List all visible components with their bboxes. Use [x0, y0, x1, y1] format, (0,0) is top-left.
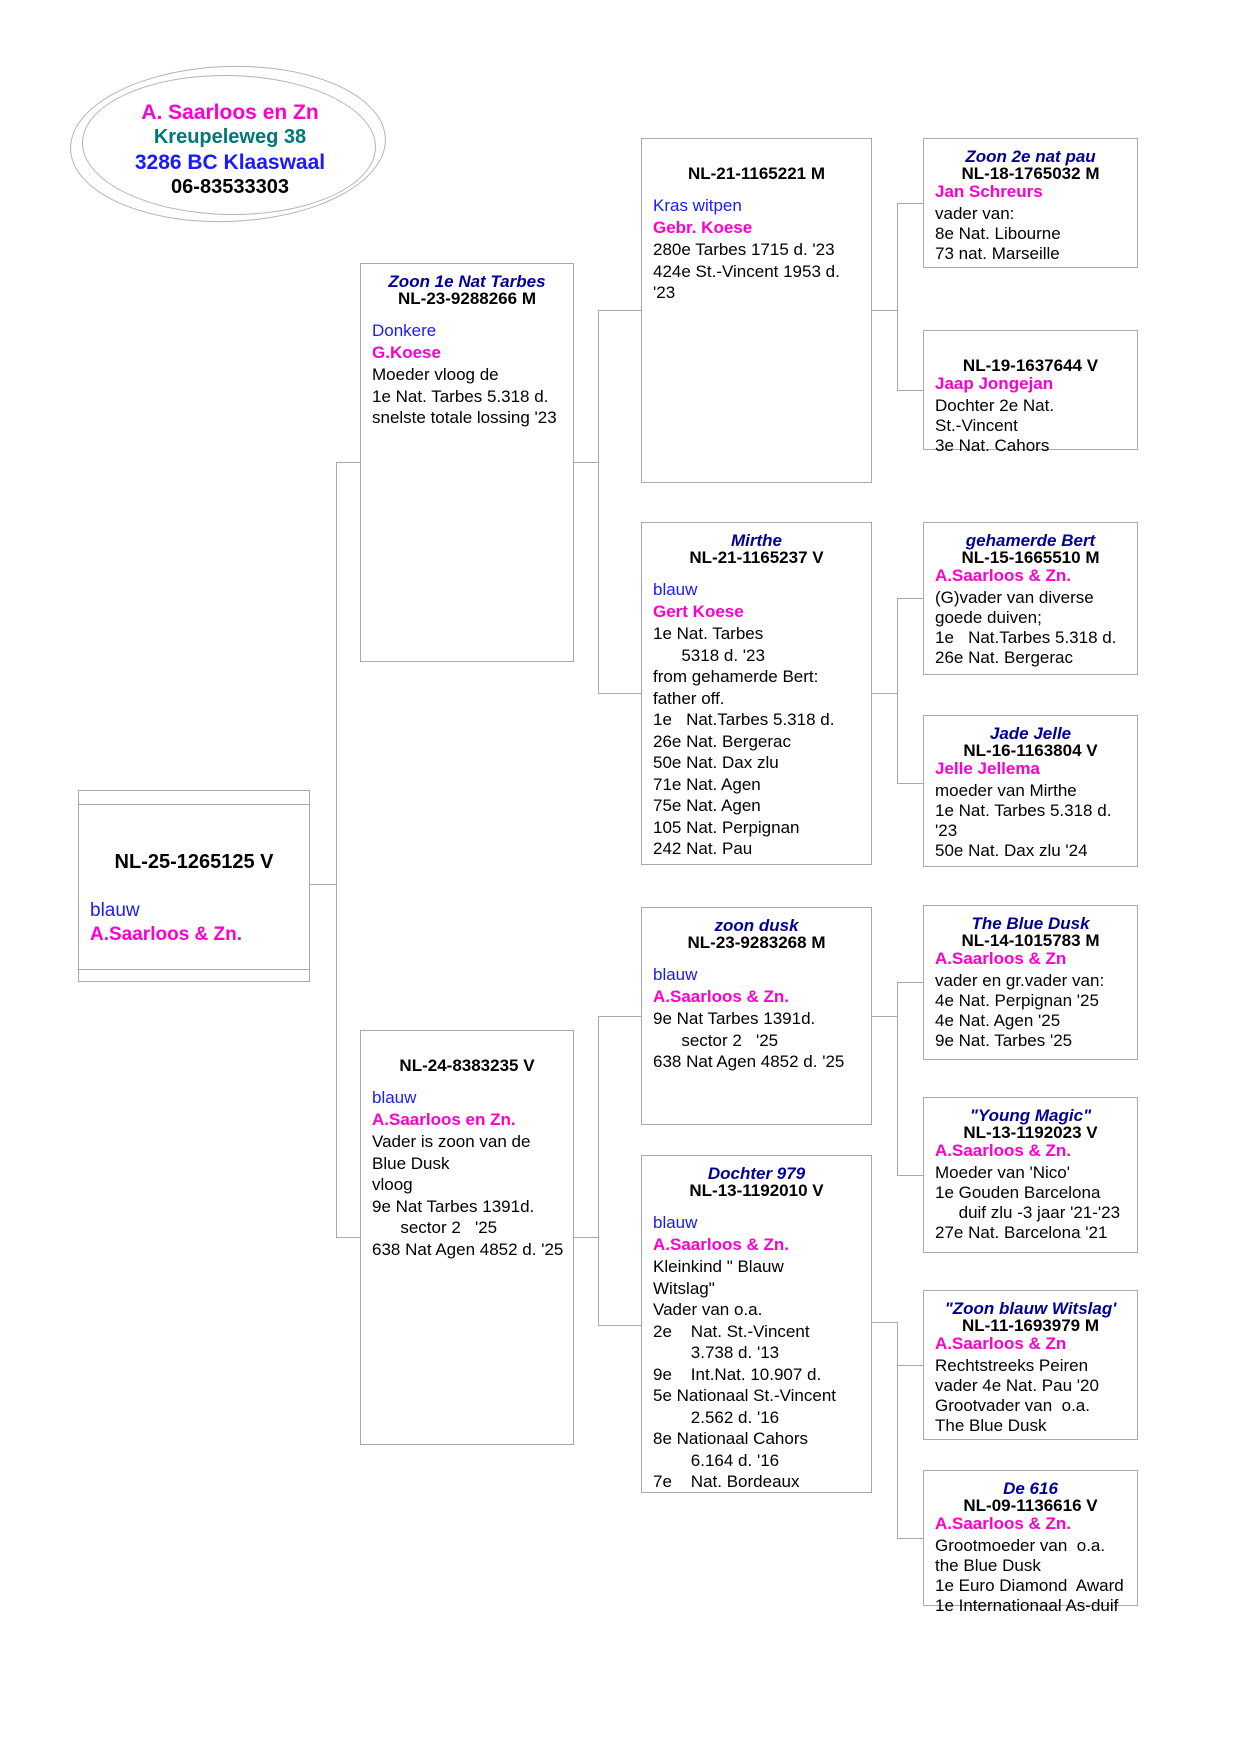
breeder-name: G.Koese	[372, 343, 441, 362]
breeder-name: A.Saarloos & Zn	[935, 1334, 1067, 1353]
pigeon-title	[924, 340, 1137, 357]
ring-number: NL-11-1693979 M	[961, 1316, 1100, 1335]
connector-line	[897, 1365, 923, 1366]
breeder-name: Gebr. Koese	[653, 218, 753, 237]
pigeon-color: blauw	[653, 965, 698, 984]
box-dam-dam	[641, 1155, 872, 1493]
connector-line	[872, 1016, 897, 1017]
connector-line	[574, 462, 598, 463]
pigeon-notes: 9e Nat Tarbes 1391d. sector 2 '25 638 Nat Agen 4852 d. '25	[653, 1009, 845, 1071]
pigeon-title: The Blue Dusk	[971, 914, 1090, 933]
connector-line	[897, 783, 923, 784]
ring-number: NL-16-1163804 V	[963, 741, 1098, 760]
connector-line	[897, 1322, 898, 1538]
pigeon-title: zoon dusk	[714, 916, 799, 935]
ring-number: NL-19-1637644 V	[962, 356, 1099, 375]
connector-line	[897, 598, 898, 783]
pigeon-notes: 1e Nat. Tarbes 5318 d. '23 from gehamerde Bert: father off. 1e Nat.Tarbes 5.318 d. 26e Nat. Bergerac 50e Nat. Dax zlu 71e Nat. Agen 75e Nat. Agen 105 Nat. Perpignan 242 Nat. Pau	[653, 624, 835, 858]
box-sire-sire-sire	[923, 138, 1138, 268]
box-sire-dam	[641, 522, 872, 865]
pigeon-color: blauw	[372, 1088, 417, 1107]
pigeon-notes: Kleinkind " Blauw Witslag" Vader van o.a. 2e Nat. St.-Vincent 3.738 d. '13 9e Int.Nat. 10.907 d. 5e Nationaal St.-Vincent 2.562 d. '16 8e Nationaal Cahors 6.164 d. '16 7e Nat. Bordeaux	[653, 1257, 837, 1491]
ring-number: NL-09-1136616 V	[963, 1496, 1098, 1515]
connector-line	[598, 693, 641, 694]
breeder-name: A.Saarloos & Zn.	[935, 1141, 1072, 1160]
connector-line	[336, 462, 360, 463]
box-sire	[360, 263, 574, 662]
pigeon-title: Jade Jelle	[989, 724, 1072, 743]
ring-number: NL-25-1265125 V	[114, 851, 274, 873]
pigeon-color: blauw	[653, 1213, 698, 1232]
pigeon-notes: moeder van Mirthe 1e Nat. Tarbes 5.318 d. '23 50e Nat. Dax zlu '24	[935, 781, 1112, 860]
breeder-name: A.Saarloos & Zn.	[653, 1235, 790, 1254]
connector-line	[598, 1016, 641, 1017]
pigeon-notes: Moeder vloog de 1e Nat. Tarbes 5.318 d. snelste totale lossing '23	[372, 365, 557, 427]
ring-number: NL-23-9288266 M	[398, 289, 536, 308]
connector-line	[897, 390, 923, 391]
box-dam-sire-sire	[923, 905, 1138, 1060]
pigeon-notes: Grootmoeder van o.a. the Blue Dusk 1e Euro Diamond Award 1e Internationaal As-duif	[935, 1536, 1124, 1615]
pigeon-title: "Young Magic"	[969, 1106, 1092, 1125]
connector-line	[897, 1538, 923, 1539]
breeder-name: Jelle Jellema	[935, 759, 1040, 778]
ring-number: NL-24-8383235 V	[399, 1056, 535, 1075]
breeder-name: Jan Schreurs	[935, 182, 1043, 201]
connector-line	[598, 310, 599, 693]
breeder-name: A.Saarloos & Zn.	[935, 566, 1072, 585]
connector-line	[336, 462, 337, 1237]
pigeon-title: "Zoon blauw Witslag'	[944, 1299, 1117, 1318]
ring-number: NL-13-1192010 V	[689, 1181, 824, 1200]
pigeon-title: Mirthe	[731, 531, 782, 550]
pigeon-title: De 616	[1003, 1479, 1058, 1498]
connector-line	[598, 310, 641, 311]
pigeon-title	[361, 1040, 573, 1057]
breeder-name: A.Saarloos & Zn.	[90, 924, 243, 945]
pigeon-notes: Moeder van 'Nico' 1e Gouden Barcelona duif zlu -3 jaar '21-'23 27e Nat. Barcelona '21	[935, 1163, 1121, 1242]
pigeon-notes: Vader is zoon van de Blue Dusk vloog 9e Nat Tarbes 1391d. sector 2 '25 638 Nat Agen 4852 d. '25	[372, 1132, 564, 1259]
pigeon-notes: vader van: 8e Nat. Libourne 73 nat. Marseille	[935, 204, 1061, 263]
connector-line	[872, 1322, 897, 1323]
pigeon-title: gehamerde Bert	[965, 531, 1096, 550]
divider-line	[79, 804, 309, 805]
breeder-logo	[80, 100, 380, 200]
connector-line	[897, 203, 898, 390]
breeder-name: A.Saarloos en Zn.	[372, 1110, 516, 1129]
pigeon-color: blauw	[90, 900, 140, 921]
pigeon-color: Donkere	[372, 321, 437, 340]
connector-line	[598, 1016, 599, 1325]
logo-city: 3286 BC Klaaswaal	[134, 151, 326, 174]
logo-owner: A. Saarloos en Zn	[141, 101, 319, 124]
breeder-name: A.Saarloos & Zn.	[935, 1514, 1072, 1533]
box-sire-sire	[641, 138, 872, 483]
box-dam-sire	[641, 907, 872, 1125]
box-dam	[360, 1030, 574, 1445]
box-sire-sire-dam	[923, 330, 1138, 455]
breeder-name: A.Saarloos & Zn	[935, 949, 1067, 968]
connector-line	[598, 1325, 641, 1326]
ring-number: NL-23-9283268 M	[687, 933, 826, 952]
ring-number: NL-13-1192023 V	[963, 1123, 1098, 1142]
logo-street: Kreupeleweg 38	[153, 126, 307, 148]
pigeon-notes: Dochter 2e Nat. St.-Vincent 3e Nat. Cahors	[935, 396, 1055, 455]
connector-line	[872, 310, 897, 311]
pigeon-notes: vader en gr.vader van: 4e Nat. Perpignan '25 4e Nat. Agen '25 9e Nat. Tarbes '25	[935, 971, 1105, 1050]
box-sire-dam-sire	[923, 522, 1138, 675]
connector-line	[310, 884, 336, 885]
box-subject	[78, 790, 310, 982]
connector-line	[897, 203, 923, 204]
box-dam-sire-dam	[923, 1097, 1138, 1253]
pigeon-color: Kras witpen	[653, 196, 742, 215]
ring-number: NL-21-1165221 M	[687, 164, 826, 183]
breeder-name: Jaap Jongejan	[935, 374, 1054, 393]
connector-line	[897, 598, 923, 599]
connector-line	[897, 1175, 923, 1176]
breeder-name: Gert Koese	[653, 602, 744, 621]
pigeon-notes: 280e Tarbes 1715 d. '23 424e St.-Vincent 1953 d. '23	[653, 240, 840, 302]
pigeon-title	[642, 148, 871, 165]
pigeon-title: Zoon 1e Nat Tarbes	[388, 272, 546, 291]
ring-number: NL-14-1015783 M	[961, 931, 1100, 950]
ring-number: NL-15-1665510 M	[961, 548, 1100, 567]
pigeon-notes: (G)vader van diverse goede duiven; 1e Nat.Tarbes 5.318 d. 26e Nat. Bergerac	[935, 588, 1117, 667]
logo-phone: 06-83533303	[171, 176, 289, 198]
connector-line	[897, 982, 898, 1175]
divider-line	[79, 969, 309, 970]
pigeon-color: blauw	[653, 580, 698, 599]
pigeon-title: Dochter 979	[707, 1164, 806, 1183]
ring-number: NL-18-1765032 M	[961, 164, 1100, 183]
pigeon-notes: Rechtstreeks Peiren vader 4e Nat. Pau '20 Grootvader van o.a. The Blue Dusk	[935, 1356, 1099, 1435]
connector-line	[897, 982, 923, 983]
connector-line	[574, 1237, 598, 1238]
box-dam-dam-sire	[923, 1290, 1138, 1440]
pigeon-title: Zoon 2e nat pau	[965, 147, 1096, 166]
box-dam-dam-dam	[923, 1470, 1138, 1615]
box-sire-dam-dam	[923, 715, 1138, 867]
ring-number: NL-21-1165237 V	[689, 548, 824, 567]
breeder-name: A.Saarloos & Zn.	[653, 987, 790, 1006]
connector-line	[872, 693, 897, 694]
connector-line	[336, 1237, 360, 1238]
